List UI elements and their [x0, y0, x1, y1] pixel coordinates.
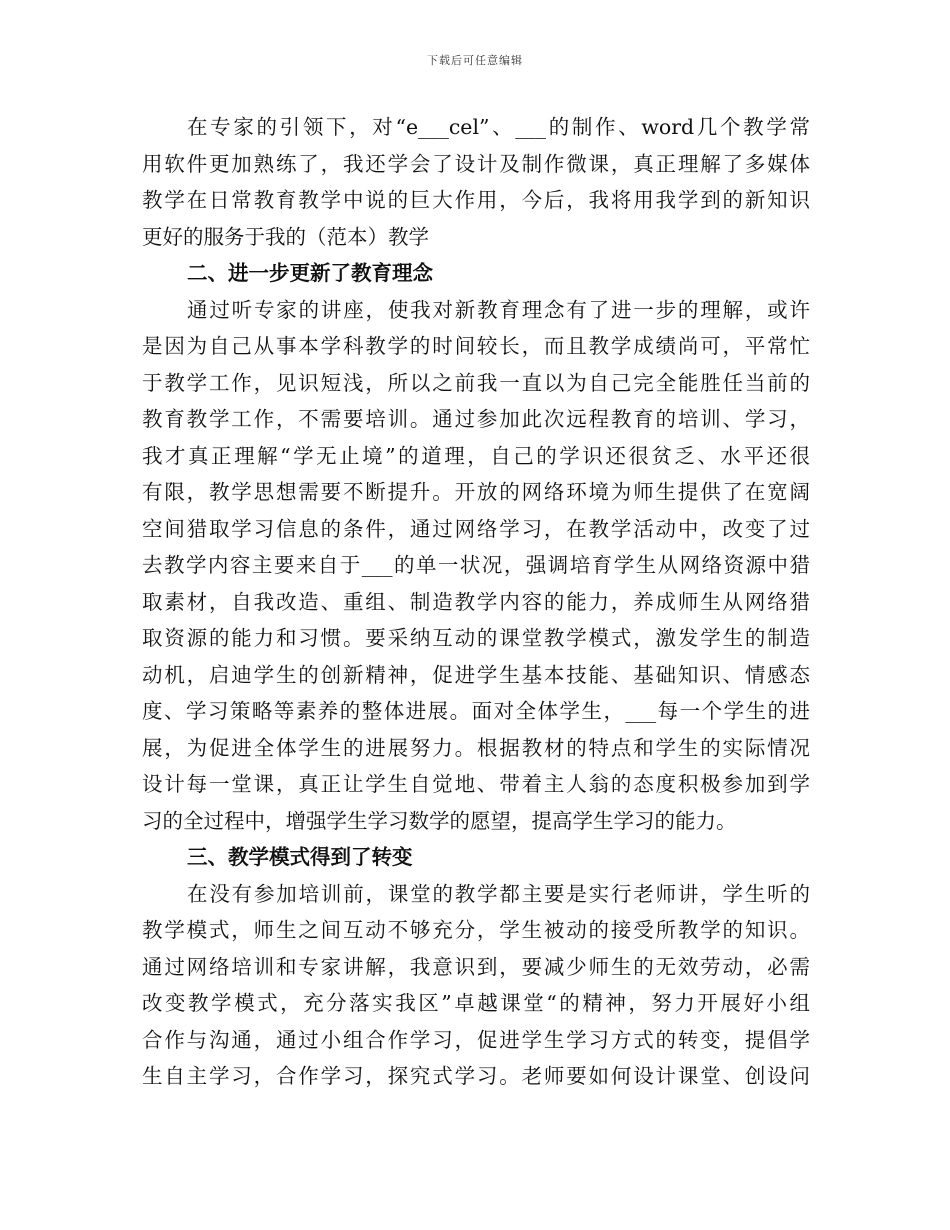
text-line: 用软件更加熟练了，我还学会了设计及制作微课，真正理解了多媒体 — [142, 151, 810, 176]
text-line: 更好的服务于我的（范本）教学 — [142, 224, 429, 249]
text-line: 通过听专家的讲座，使我对新教育理念有了进一步的理解，或许 — [187, 297, 810, 322]
text-line: 有限，教学思想需要不断提升。开放的网络环境为师生提供了在宽阔 — [142, 480, 810, 504]
text-line: 合作与沟通，通过小组合作学习，促进学生学习方式的转变，提倡学 — [142, 1027, 810, 1052]
paragraph-education-concept — [142, 295, 810, 843]
page-header-note: 下载后可任意编辑 — [427, 54, 523, 67]
text-line: 于教学工作，见识短浅，所以之前我一直以为自己完全能胜任当前的 — [142, 370, 810, 395]
text-line: 教育教学工作，不需要培训。通过参加此次远程教育的培训、学习， — [142, 407, 810, 431]
text-line: 空间猎取学习信息的条件，通过网络学习，在教学活动中，改变了过 — [142, 516, 810, 541]
text-line: 去教学内容主要来自于___的单一状况，强调培育学生从网络资源中猎 — [142, 553, 810, 577]
text-line: 设计每一堂课，真正让学生自觉地、带着主人翁的态度积极参加到学 — [142, 772, 810, 796]
section-heading-2: 二、进一步更新了教育理念 — [187, 261, 433, 285]
text-line: 动机，启迪学生的创新精神，促进学生基本技能、基础知识、情感态 — [142, 662, 810, 687]
text-line: 通过网络培训和专家讲解，我意识到，要减少师生的无效劳动，必需 — [142, 954, 810, 979]
text-line: 改变教学模式，充分落实我区”卓越课堂“的精神，努力开展好小组 — [142, 991, 810, 1015]
document-body — [142, 112, 810, 1098]
text-line: 是因为自己从事本学科教学的时间较长，而且教学成绩尚可，平常忙 — [142, 334, 810, 358]
text-line: 我才真正理解“学无止境”的道理，自己的学识还很贫乏、水平还很 — [142, 443, 810, 468]
text-line: 展，为促进全体学生的进展努力。根据教材的特点和学生的实际情况 — [142, 735, 810, 760]
text-line: 在专家的引领下，对“e___cel”、___的制作、word几个教学常 — [187, 115, 810, 139]
paragraph-teaching-mode — [142, 879, 810, 1098]
text-line: 教学模式，师生之间互动不够充分，学生被动的接受所教学的知识。 — [142, 918, 810, 942]
text-line: 在没有参加培训前，课堂的教学都主要是实行老师讲，学生听的 — [187, 881, 810, 906]
text-line: 度、学习策略等素养的整体进展。面对全体学生，___每一个学生的进 — [142, 699, 810, 723]
section-heading-3: 三、教学模式得到了转变 — [187, 845, 413, 869]
text-line: 习的全过程中，增强学生学习数学的愿望，提高学生学习的能力。 — [142, 808, 737, 833]
text-line: 教学在日常教育教学中说的巨大作用，今后，我将用我学到的新知识 — [142, 188, 810, 212]
text-line: 取素材，自我改造、重组、制造教学内容的能力，养成师生从网络猎 — [142, 589, 810, 614]
text-line: 取资源的能力和习惯。要采纳互动的课堂教学模式，激发学生的制造 — [142, 626, 810, 650]
paragraph-expert-guidance — [142, 112, 810, 258]
text-line: 生自主学习，合作学习，探究式学习。老师要如何设计课堂、创设问 — [142, 1064, 810, 1088]
